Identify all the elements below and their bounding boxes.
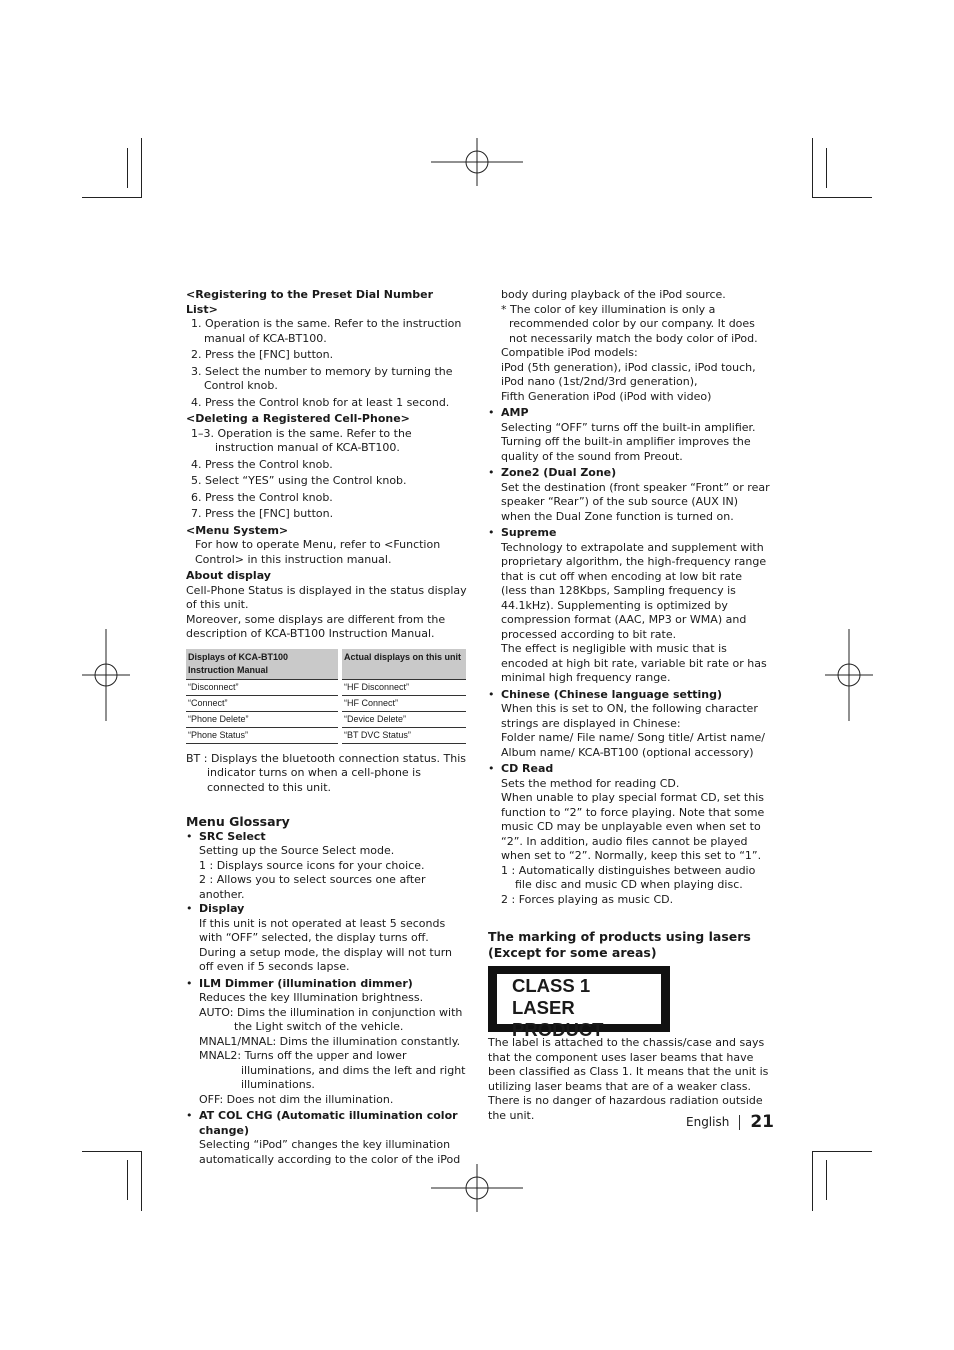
table-cell: “Phone Delete” — [186, 711, 340, 727]
glossary-term: Zone2 (Dual Zone) — [501, 466, 617, 479]
bullet-icon: • — [488, 526, 495, 539]
paragraph: Folder name/ File name/ Song title/ Artist name/ Album name/ KCA-BT100 (optional accessory) — [501, 731, 765, 759]
list-item: 1. Operation is the same. Refer to the instruction manual of KCA-BT100. — [191, 317, 462, 345]
option-text: OFF: Does not dim the illumination. — [199, 1092, 394, 1106]
crop-mark — [127, 1160, 128, 1200]
table-row — [186, 711, 466, 727]
paragraph: For how to operate Menu, refer to <Function Control> in this instruction manual. — [195, 538, 441, 566]
paragraph: Cell-Phone Status is displayed in the status display of this unit. — [186, 583, 467, 611]
crop-mark — [141, 1151, 142, 1211]
crop-mark — [812, 1151, 813, 1211]
section-heading: <Deleting a Registered Cell-Phone> — [186, 412, 410, 425]
glossary-item-amp — [488, 406, 770, 464]
glossary-item-chinese — [488, 688, 770, 761]
note: * The color of key illumination is only a recommended color by our company. It does not necessarily match the body color of iPod. — [501, 302, 758, 345]
glossary-item-ilm-dimmer — [186, 977, 468, 1108]
bullet-icon: • — [488, 466, 495, 479]
paragraph: Setting up the Source Select mode. — [199, 844, 395, 857]
list-item: 7. Press the [FNC] button. — [191, 507, 334, 520]
table-header: Displays of KCA-BT100 Instruction Manual — [186, 649, 340, 680]
crop-mark — [812, 138, 813, 198]
laser-label-inner — [496, 973, 662, 1040]
display-table — [186, 649, 466, 744]
paragraph: Technology to extrapolate and supplement with proprietary algorithm, the high-frequency range that is cut off when encoding at low bit rate (less than 128Kbps, Sampling frequency is 44.1kHz). Supplementing is optimized by compression format (AAC, MP3 or WMA) and processed according to bit rate. — [501, 540, 767, 641]
option-text: MNAL2: Turns off the upper and lower illuminations, and dims the left and right illuminations. — [199, 1049, 466, 1091]
table-cell: “BT DVC Status” — [340, 727, 466, 743]
bullet-icon: • — [488, 406, 495, 419]
glossary-title: Menu Glossary — [186, 814, 290, 829]
glossary-item-display — [186, 902, 468, 975]
table-cell: “Phone Status” — [186, 727, 340, 743]
laser-heading: The marking of products using lasers (Except for some areas) — [488, 929, 751, 960]
option-text: MNAL1/MNAL: Dims the illumination constantly. — [199, 1034, 461, 1048]
glossary-term: Chinese (Chinese language setting) — [501, 687, 722, 701]
option-text: AUTO: Dims the illumination in conjunction with the Light switch of the vehicle. — [199, 1005, 463, 1033]
glossary-term: AT COL CHG (Automatic illumination color change) — [199, 1109, 458, 1137]
compatible-model: Fifth Generation iPod (iPod with video) — [501, 389, 712, 403]
paragraph: Sets the method for reading CD. — [501, 776, 680, 790]
crop-mark — [127, 148, 128, 188]
bullet-icon: • — [186, 1109, 193, 1122]
page-number: 21 — [750, 1112, 775, 1132]
section-heading: <Menu System> — [186, 523, 289, 537]
bullet-icon: • — [488, 687, 495, 701]
table-row — [186, 679, 466, 695]
page-footer — [686, 1112, 774, 1132]
glossary-term: CD Read — [501, 762, 554, 775]
list-item: 1–3. Operation is the same. Refer to the instruction manual of KCA-BT100. — [191, 426, 412, 454]
list-item: 4. Press the Control knob for at least 1 second. — [191, 395, 450, 409]
list-item: 2. Press the [FNC] button. — [191, 348, 334, 361]
table-cell: “HF Connect” — [340, 695, 466, 711]
list-item: 6. Press the Control knob. — [191, 490, 333, 504]
paragraph: 2 : Allows you to select sources one after another. — [199, 873, 426, 901]
crop-mark — [812, 1151, 872, 1152]
option-text: 2 : Forces playing as music CD. — [501, 892, 674, 906]
bullet-icon: • — [186, 902, 193, 915]
paragraph: 1 : Displays source icons for your choice. — [199, 858, 425, 872]
registration-mark-icon — [431, 1164, 523, 1212]
section-heading: About display — [186, 569, 271, 582]
paragraph: When this is set to ON, the following character strings are displayed in Chinese: — [501, 702, 758, 730]
laser-label-line: CLASS 1 — [512, 975, 591, 996]
bullet-icon: • — [186, 829, 193, 843]
bullet-icon: • — [488, 762, 495, 775]
table-row — [186, 727, 466, 743]
paragraph: Selecting “OFF” turns off the built-in amplifier. Turning off the built-in amplifier improves the quality of the sound from Preout. — [501, 420, 756, 463]
paragraph: If this unit is not operated at least 5 seconds with “OFF” selected, the display turns off. During a setup mode, the display will not turn off even if 5 seconds lapse. — [199, 916, 453, 973]
glossary-term: ILM Dimmer (illumination dimmer) — [199, 976, 413, 990]
paragraph: Reduces the key Illumination brightness. — [199, 991, 424, 1004]
glossary-item-src-select — [186, 830, 468, 903]
compatible-model: iPod nano (1st/2nd/3rd generation), — [501, 375, 698, 388]
crop-mark — [812, 197, 872, 198]
registration-mark-icon — [82, 629, 130, 721]
registration-mark-icon — [825, 629, 873, 721]
glossary-term: AMP — [501, 406, 529, 419]
bt-note: BT : Displays the bluetooth connection status. This indicator turns on when a cell-phone is connected to this unit. — [186, 751, 466, 794]
bullet-icon: • — [186, 976, 193, 990]
glossary-item-supreme — [488, 526, 770, 686]
table-cell: “Connect” — [186, 695, 340, 711]
paragraph: The label is attached to the chassis/case and says that the component uses laser beams that have been classified as Class 1. It means that the unit is utilizing laser beams that are of a weaker class. There is no danger of hazardous radiation outside the unit. — [488, 1036, 769, 1122]
table-cell: “HF Disconnect” — [340, 679, 466, 695]
table-row — [186, 695, 466, 711]
crop-mark — [82, 1151, 142, 1152]
glossary-term: Supreme — [501, 526, 557, 539]
crop-mark — [826, 1160, 827, 1200]
paragraph: The effect is negligible with music that is encoded at high bit rate, variable bit rate or has minimal high frequency range. — [501, 642, 767, 684]
paragraph: Selecting “iPod” changes the key illumination automatically according to the color of the iPod — [199, 1138, 461, 1166]
compatible-label: Compatible iPod models: — [501, 346, 638, 359]
crop-mark — [82, 197, 142, 198]
left-column — [186, 288, 468, 1167]
table-header: Actual displays on this unit — [340, 649, 466, 680]
paragraph: When unable to play special format CD, set this function to “2” to force playing. Note that some music CD may be unplayable even when set to “2”. In addition, audio files cannot be played when set to “2”. Normally, keep this set to “1”. — [501, 791, 765, 862]
glossary-term: SRC Select — [199, 829, 266, 843]
paragraph: body during playback of the iPod source. — [501, 288, 726, 301]
table-cell: “Disconnect” — [186, 679, 340, 695]
glossary-item-cd-read — [488, 762, 770, 907]
laser-label-line: LASER PRODUCT — [512, 997, 604, 1040]
compatible-model: iPod (5th generation), iPod classic, iPod touch, — [501, 360, 756, 374]
crop-mark — [826, 148, 827, 188]
paragraph: Set the destination (front speaker “Front” or rear speaker “Rear”) of the sub source (AUX IN) when the Dual Zone function is turned on. — [501, 480, 770, 523]
paragraph: Moreover, some displays are different from the description of KCA-BT100 Instruction Manual. — [186, 612, 446, 640]
right-column — [488, 288, 770, 1123]
registration-mark-icon — [431, 138, 523, 186]
list-item: 4. Press the Control knob. — [191, 457, 333, 471]
footer-language: English — [686, 1115, 730, 1129]
crop-mark — [141, 138, 142, 198]
laser-label — [488, 966, 670, 1040]
table-cell: “Device Delete” — [340, 711, 466, 727]
glossary-item-at-col-chg — [186, 1109, 468, 1167]
list-item: 5. Select “YES” using the Control knob. — [191, 474, 407, 487]
glossary-item-zone2 — [488, 466, 770, 524]
glossary-term: Display — [199, 902, 245, 915]
footer-divider — [739, 1115, 740, 1130]
list-item: 3. Select the number to memory by turning the Control knob. — [191, 364, 453, 392]
option-text: 1 : Automatically distinguishes between audio file disc and music CD when playing disc. — [501, 863, 756, 891]
section-heading: <Registering to the Preset Dial Number List> — [186, 288, 434, 316]
